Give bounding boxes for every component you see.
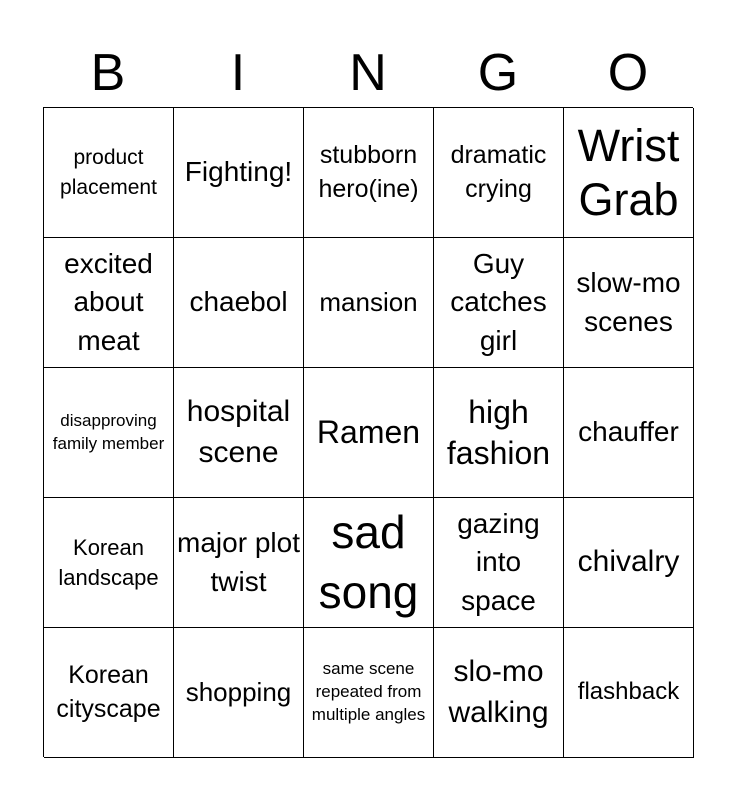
cell-text: Wrist Grab	[577, 119, 680, 225]
cell-text: flashback	[577, 678, 680, 706]
header-letter-o: O	[607, 44, 649, 102]
cell-text: dramatic crying	[450, 140, 547, 203]
bingo-cell[interactable]	[304, 628, 434, 758]
bingo-cell[interactable]	[304, 368, 434, 498]
cell-text: excited about meat	[64, 247, 153, 356]
cell-text: hospital scene	[186, 395, 291, 469]
bingo-cell[interactable]	[434, 368, 564, 498]
cell-text: mansion	[319, 286, 418, 317]
bingo-header	[43, 38, 693, 108]
bingo-cell[interactable]	[174, 238, 304, 368]
bingo-cell[interactable]	[174, 498, 304, 628]
cell-text: shopping	[185, 676, 292, 707]
bingo-cell[interactable]	[44, 108, 174, 238]
cell-text: slo-mo walking	[448, 655, 549, 729]
header-letter-i: I	[230, 44, 246, 102]
cell-text: product placement	[60, 146, 157, 199]
bingo-cell[interactable]	[564, 238, 694, 368]
cell-text: chaebol	[189, 286, 288, 318]
bingo-cell[interactable]	[564, 628, 694, 758]
bingo-cell[interactable]	[434, 498, 564, 628]
bingo-cell[interactable]	[44, 628, 174, 758]
cell-text: sad song	[318, 505, 419, 618]
bingo-cell[interactable]	[174, 108, 304, 238]
bingo-cell[interactable]	[434, 238, 564, 368]
bingo-cell[interactable]	[304, 108, 434, 238]
cell-text: chauffer	[578, 416, 679, 448]
cell-text: Fighting!	[184, 156, 293, 188]
header-letter-b: B	[90, 44, 126, 102]
cell-text: gazing into space	[457, 507, 540, 616]
bingo-cell[interactable]	[44, 368, 174, 498]
cell-text: stubborn hero(ine)	[318, 140, 419, 203]
bingo-cell[interactable]	[434, 108, 564, 238]
cell-text: Ramen	[316, 414, 421, 451]
cell-text: Korean cityscape	[56, 660, 161, 723]
bingo-cell[interactable]	[434, 628, 564, 758]
bingo-cell[interactable]	[44, 498, 174, 628]
cell-text: same scene repeated from multiple angles	[311, 659, 426, 724]
header-letter-g: G	[477, 44, 519, 102]
cell-text: disapproving family member	[52, 410, 165, 453]
bingo-cell[interactable]	[564, 498, 694, 628]
cell-text: slow-mo scenes	[576, 266, 681, 337]
bingo-cell[interactable]	[564, 368, 694, 498]
cell-text: Guy catches girl	[450, 247, 547, 356]
cell-text: chivalry	[577, 545, 680, 579]
bingo-cell[interactable]	[174, 628, 304, 758]
cell-text: high fashion	[446, 393, 551, 471]
bingo-cell[interactable]	[304, 238, 434, 368]
cell-text: Korean landscape	[58, 534, 159, 590]
bingo-cell[interactable]	[44, 238, 174, 368]
cell-text: major plot twist	[177, 526, 300, 597]
bingo-grid	[43, 107, 693, 757]
bingo-cell[interactable]	[174, 368, 304, 498]
bingo-cell[interactable]	[564, 108, 694, 238]
header-letter-n: N	[349, 44, 387, 102]
bingo-cell[interactable]	[304, 498, 434, 628]
